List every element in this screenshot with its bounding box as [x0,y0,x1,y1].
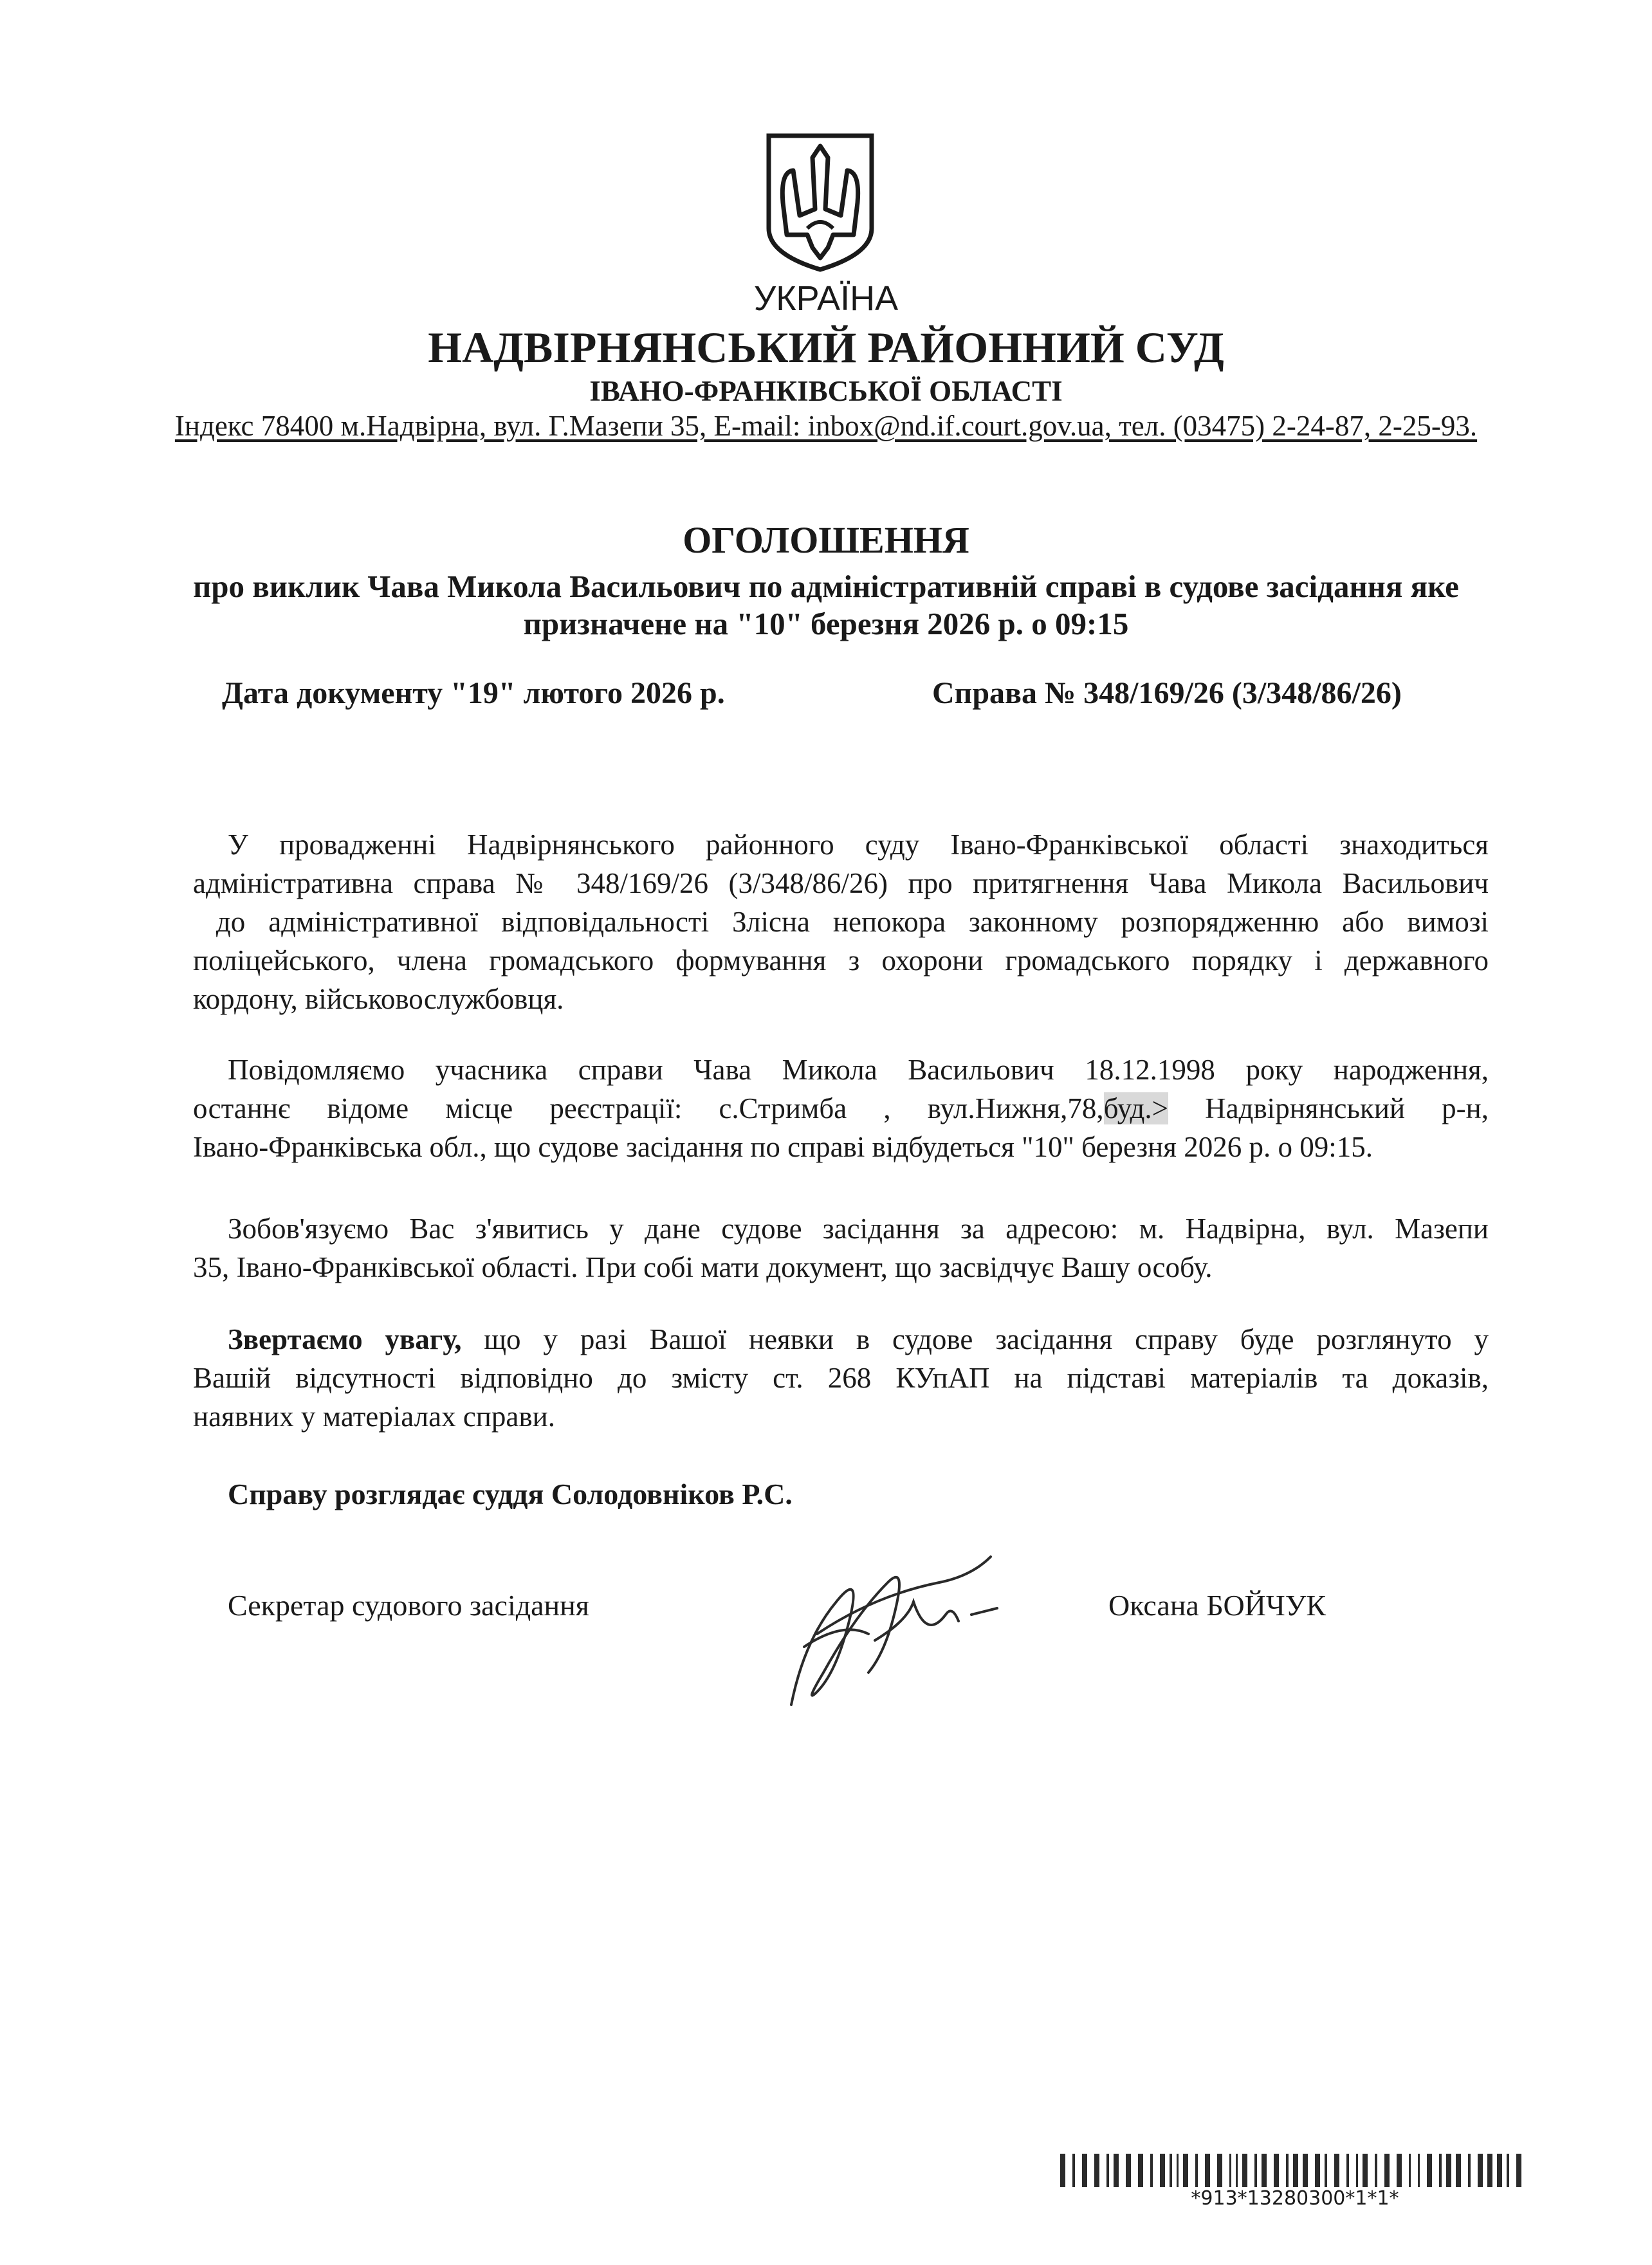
barcode-bar [1456,2154,1461,2187]
secretary-role: Секретар судового засідання [228,1589,589,1622]
court-name: НАДВІРНЯНСЬКИЙ РАЙОННИЙ СУД [428,323,1224,372]
barcode-bar [1375,2154,1377,2187]
text-segment: Надвірнянський р-н, [1168,1092,1489,1124]
text-line: 35, Івано-Франківської області. При собі мати документ, що засвідчує Вашу особу. [193,1251,1213,1283]
text-line: поліцейського, члена громадського формування з охорони громадського порядку і державного [193,944,1489,977]
paragraph-notification [193,1050,1489,1166]
barcode [1060,2154,1530,2187]
case-number: Справа № 348/169/26 (3/348/86/26) [932,676,1402,710]
barcode-number: *913*13280300*1*1* [1191,2187,1399,2210]
warning-lead: Звертаємо увагу, [228,1323,462,1355]
barcode-bar [1397,2154,1402,2187]
barcode-bar [1356,2154,1358,2187]
barcode-bar [1138,2154,1143,2187]
barcode-bar [1205,2154,1210,2187]
paragraph-proceedings [193,825,1489,1018]
barcode-bar [1468,2154,1471,2187]
barcode-bar [1106,2154,1109,2187]
barcode-bar [1060,2154,1065,2187]
signature [778,1544,1010,1718]
barcode-bar [1363,2154,1368,2187]
text-segment: що у разі Вашої неявки в судове засідання справу буде розглянуто у [461,1323,1489,1355]
barcode-bar [1507,2154,1509,2187]
barcode-bar [1286,2154,1289,2187]
barcode-bar [1293,2154,1298,2187]
barcode-bar [1160,2154,1165,2187]
text-line: У провадженні Надвірнянського районного суду Івано-Франківської області знаходиться [228,829,1489,861]
paragraph-warning [193,1320,1489,1436]
barcode-bar [1082,2154,1087,2187]
barcode-bar [1262,2154,1267,2187]
highlighted-text: буд.> [1103,1092,1168,1124]
barcode-bar [1242,2154,1247,2187]
barcode-bar [1229,2154,1231,2187]
text-line: наявних у матеріалах справи. [193,1400,555,1433]
coat-of-arms-icon [764,132,877,273]
text-line [193,1089,1489,1128]
barcode-bar [1516,2154,1521,2187]
court-region: ІВАНО-ФРАНКІВСЬКОЇ ОБЛАСТІ [589,375,1063,407]
barcode-bar [1236,2154,1238,2187]
barcode-bar [1177,2154,1179,2187]
text-line: Вашій відсутності відповідно до змісту ст. 268 КУпАП на підставі матеріалів та доказів, [193,1362,1489,1394]
barcode-bar [1315,2154,1320,2187]
court-address: Індекс 78400 м.Надвірна, вул. Г.Мазепи 35, E-mail: inbox@nd.if.court.gov.ua, тел. (03475) 2-24-87, 2-25-93. [174,410,1478,442]
notice-subtitle-line2: призначене на "10" березня 2026 р. о 09:15 [523,606,1129,641]
barcode-bar [1439,2154,1442,2187]
barcode-bar [1334,2154,1339,2187]
barcode-bar [1446,2154,1451,2187]
barcode-bar [1346,2154,1349,2187]
text-line: адміністративна справа № 348/169/26 (3/348/86/26) про притягнення Чава Микола Васильович [193,867,1489,899]
barcode-bar [1418,2154,1420,2187]
text-line: Зобов'язуємо Вас з'явитись у дане судове засідання за адресою: м. Надвірна, вул. Мазепи [228,1213,1489,1245]
text-line: до адміністративної відповідальності Злісна непокора законному розпорядженню або вимозі [193,906,1489,938]
barcode-bar [1478,2154,1483,2187]
barcode-bar [1094,2154,1099,2187]
barcode-bar [1217,2154,1222,2187]
barcode-bar [1384,2154,1390,2187]
barcode-bar [1303,2154,1308,2187]
barcode-bar [1254,2154,1257,2187]
document-date: Дата документу "19" лютого 2026 р. [222,676,725,710]
barcode-bar [1114,2154,1119,2187]
barcode-bar [1170,2154,1172,2187]
barcode-bar [1195,2154,1198,2187]
barcode-bar [1183,2154,1188,2187]
country-name: УКРАЇНА [753,279,899,318]
barcode-bar [1427,2154,1432,2187]
notice-title: ОГОЛОШЕННЯ [683,519,969,561]
barcode-bar [1126,2154,1131,2187]
text-line: Повідомляємо учасника справи Чава Микола Васильович 18.12.1998 року народження, [228,1054,1489,1086]
barcode-bar [1150,2154,1153,2187]
text-line: Івано-Франківська обл., що судове засідання по справі відбудеться "10" березня 2026 р. о 09:15. [193,1131,1373,1163]
text-segment: останнє відоме місце реєстрації: с.Стримба , вул.Нижня,78, [193,1092,1104,1124]
barcode-bar [1325,2154,1327,2187]
barcode-bar [1487,2154,1492,2187]
paragraph-summons [193,1209,1489,1287]
notice-subtitle-line1: про виклик Чава Микола Васильович по адміністративній справі в судове засідання яке [193,569,1459,604]
barcode-bar [1409,2154,1411,2187]
secretary-name: Оксана БОЙЧУК [1108,1589,1326,1622]
barcode-bar [1072,2154,1075,2187]
judge-line: Справу розглядає суддя Солодовніков Р.С. [228,1478,793,1510]
text-line [228,1320,1489,1359]
barcode-bar [1274,2154,1279,2187]
barcode-bar [1497,2154,1502,2187]
text-line: кордону, військовослужбовця. [193,983,564,1015]
